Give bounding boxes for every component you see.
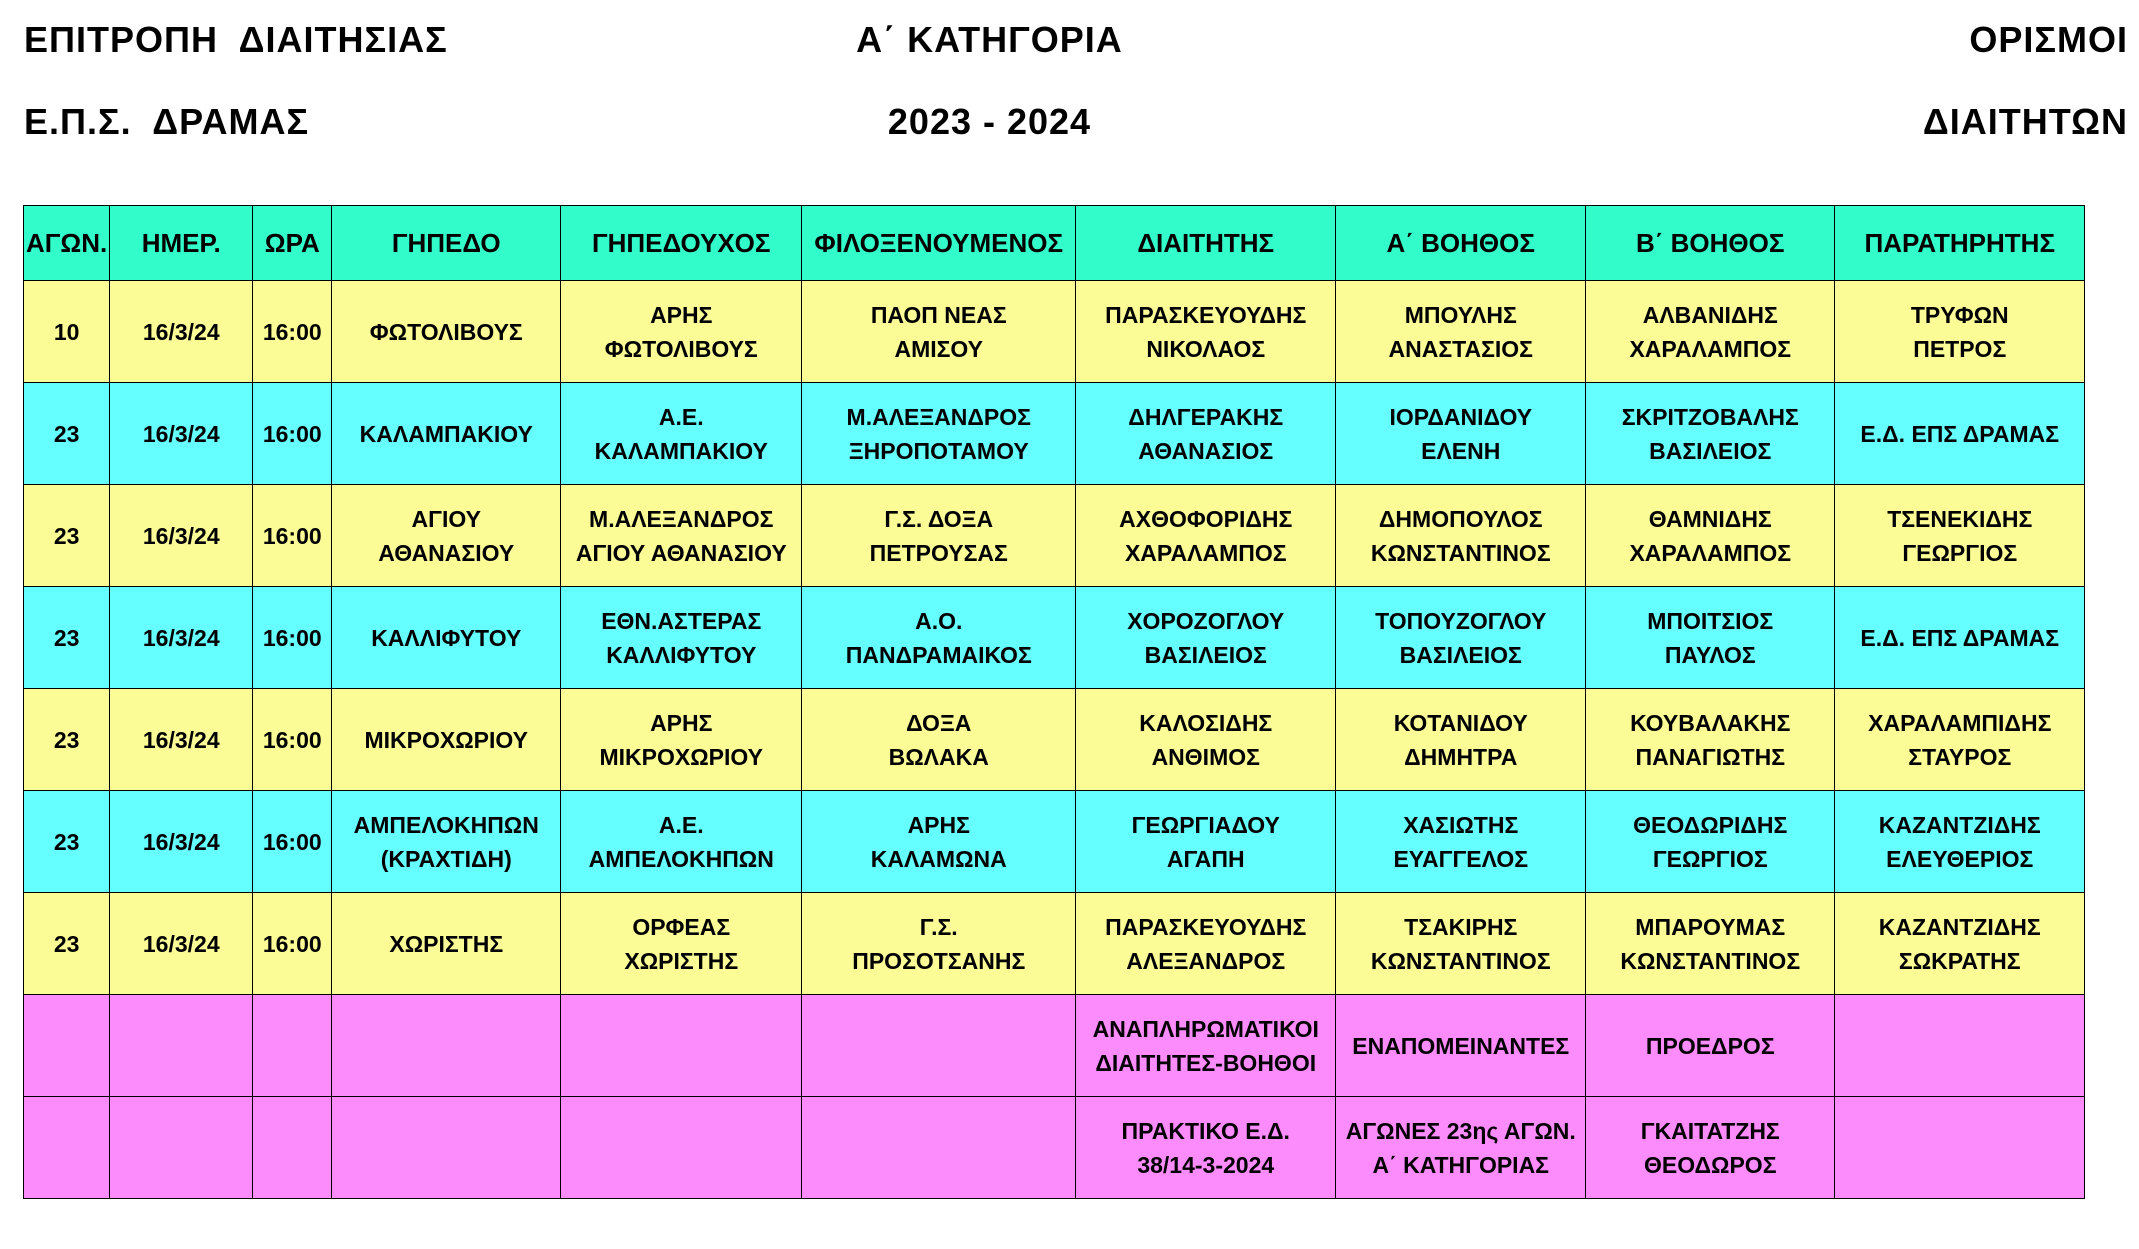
committee-title: ΕΠΙΤΡΟΠΗ ΔΙΑΙΤΗΣΙΑΣ — [24, 19, 448, 60]
cell-away-team: Α.Ο. ΠΑΝΔΡΑΜΑΙΚΟΣ — [802, 587, 1076, 689]
table-row — [24, 485, 2085, 587]
cell-observer — [1835, 1097, 2085, 1199]
cell-time: 16:00 — [253, 893, 332, 995]
cell-stadium: ΜΙΚΡΟΧΩΡΙΟΥ — [332, 689, 561, 791]
cell-match-day — [24, 1097, 110, 1199]
cell-stadium: ΑΓΙΟΥ ΑΘΑΝΑΣΙΟΥ — [332, 485, 561, 587]
column-header-observer: ΠΑΡΑΤΗΡΗΤΗΣ — [1835, 206, 2085, 281]
column-header-assistant-2: Β΄ ΒΟΗΘΟΣ — [1586, 206, 1835, 281]
cell-time: 16:00 — [253, 281, 332, 383]
cell-observer: Ε.Δ. ΕΠΣ ΔΡΑΜΑΣ — [1835, 587, 2085, 689]
cell-home-team: ΑΡΗΣ ΜΙΚΡΟΧΩΡΙΟΥ — [561, 689, 802, 791]
cell-match-day — [24, 995, 110, 1097]
cell-match-day: 23 — [24, 383, 110, 485]
cell-match-day: 23 — [24, 587, 110, 689]
document-title-line1: ΟΡΙΣΜΟΙ — [1969, 19, 2128, 60]
column-header-home-team: ΓΗΠΕΔΟΥΧΟΣ — [561, 206, 802, 281]
cell-referee: ΠΡΑΚΤΙΚΟ Ε.Δ. 38/14-3-2024 — [1076, 1097, 1336, 1199]
cell-time: 16:00 — [253, 791, 332, 893]
cell-away-team: Γ.Σ. ΠΡΟΣΟΤΣΑΝΗΣ — [802, 893, 1076, 995]
cell-match-day: 23 — [24, 791, 110, 893]
cell-date: 16/3/24 — [110, 791, 253, 893]
cell-away-team — [802, 995, 1076, 1097]
cell-date: 16/3/24 — [110, 485, 253, 587]
table-row — [24, 281, 2085, 383]
cell-stadium: ΚΑΛΑΜΠΑΚΙΟΥ — [332, 383, 561, 485]
cell-home-team: ΟΡΦΕΑΣ ΧΩΡΙΣΤΗΣ — [561, 893, 802, 995]
column-header-away-team: ΦΙΛΟΞΕΝΟΥΜΕΝΟΣ — [802, 206, 1076, 281]
cell-assistant-2: ΜΠΟΙΤΣΙΟΣ ΠΑΥΛΟΣ — [1586, 587, 1835, 689]
column-header-time: ΩΡΑ — [253, 206, 332, 281]
cell-away-team: ΔΟΞΑ ΒΩΛΑΚΑ — [802, 689, 1076, 791]
footer-row — [24, 995, 2085, 1097]
cell-home-team: ΑΡΗΣ ΦΩΤΟΛΙΒΟΥΣ — [561, 281, 802, 383]
cell-stadium: ΚΑΛΛΙΦΥΤΟΥ — [332, 587, 561, 689]
cell-assistant-2: ΘΕΟΔΩΡΙΔΗΣ ΓΕΩΡΓΙΟΣ — [1586, 791, 1835, 893]
column-header-referee: ΔΙΑΙΤΗΤΗΣ — [1076, 206, 1336, 281]
cell-stadium — [332, 995, 561, 1097]
table-row — [24, 689, 2085, 791]
cell-observer: ΧΑΡΑΛΑΜΠΙΔΗΣ ΣΤΑΥΡΟΣ — [1835, 689, 2085, 791]
column-header-stadium: ΓΗΠΕΔΟ — [332, 206, 561, 281]
cell-assistant-1: ΤΟΠΟΥΖΟΓΛΟΥ ΒΑΣΙΛΕΙΟΣ — [1336, 587, 1586, 689]
cell-assistant-2: ΑΛΒΑΝΙΔΗΣ ΧΑΡΑΛΑΜΠΟΣ — [1586, 281, 1835, 383]
cell-away-team: ΠΑΟΠ ΝΕΑΣ ΑΜΙΣΟΥ — [802, 281, 1076, 383]
cell-assistant-1: ΜΠΟΥΛΗΣ ΑΝΑΣΤΑΣΙΟΣ — [1336, 281, 1586, 383]
category-title: Α΄ ΚΑΤΗΓΟΡΙΑ — [856, 19, 1123, 60]
column-header-date: ΗΜΕΡ. — [110, 206, 253, 281]
cell-assistant-1: ΤΣΑΚΙΡΗΣ ΚΩΝΣΤΑΝΤΙΝΟΣ — [1336, 893, 1586, 995]
cell-date: 16/3/24 — [110, 281, 253, 383]
cell-home-team: Α.Ε. ΑΜΠΕΛΟΚΗΠΩΝ — [561, 791, 802, 893]
cell-home-team: ΕΘΝ.ΑΣΤΕΡΑΣ ΚΑΛΛΙΦΥΤΟΥ — [561, 587, 802, 689]
document-title-line2: ΔΙΑΙΤΗΤΩΝ — [1922, 101, 2128, 142]
cell-away-team — [802, 1097, 1076, 1199]
cell-date: 16/3/24 — [110, 587, 253, 689]
cell-referee: ΠΑΡΑΣΚΕΥΟΥΔΗΣ ΝΙΚΟΛΑΟΣ — [1076, 281, 1336, 383]
cell-stadium: ΦΩΤΟΛΙΒΟΥΣ — [332, 281, 561, 383]
cell-time — [253, 995, 332, 1097]
cell-stadium: ΧΩΡΙΣΤΗΣ — [332, 893, 561, 995]
cell-assistant-1: ΧΑΣΙΩΤΗΣ ΕΥΑΓΓΕΛΟΣ — [1336, 791, 1586, 893]
referee-assignments-table — [23, 205, 2085, 1199]
cell-home-team: Μ.ΑΛΕΞΑΝΔΡΟΣ ΑΓΙΟΥ ΑΘΑΝΑΣΙΟΥ — [561, 485, 802, 587]
cell-assistant-1: ΚΟΤΑΝΙΔΟΥ ΔΗΜΗΤΡΑ — [1336, 689, 1586, 791]
cell-time: 16:00 — [253, 383, 332, 485]
table-row — [24, 791, 2085, 893]
cell-away-team: Γ.Σ. ΔΟΞΑ ΠΕΤΡΟΥΣΑΣ — [802, 485, 1076, 587]
cell-date — [110, 1097, 253, 1199]
cell-observer: ΚΑΖΑΝΤΖΙΔΗΣ ΣΩΚΡΑΤΗΣ — [1835, 893, 2085, 995]
federation-name: Ε.Π.Σ. ΔΡΑΜΑΣ — [24, 101, 310, 142]
cell-assistant-2: ΠΡΟΕΔΡΟΣ — [1586, 995, 1835, 1097]
cell-referee: ΑΝΑΠΛΗΡΩΜΑΤΙΚΟΙ ΔΙΑΙΤΗΤΕΣ-ΒΟΗΘΟΙ — [1076, 995, 1336, 1097]
cell-referee: ΔΗΛΓΕΡΑΚΗΣ ΑΘΑΝΑΣΙΟΣ — [1076, 383, 1336, 485]
cell-stadium: ΑΜΠΕΛΟΚΗΠΩΝ (ΚΡΑΧΤΙΔΗ) — [332, 791, 561, 893]
cell-date — [110, 995, 253, 1097]
cell-date: 16/3/24 — [110, 689, 253, 791]
cell-assistant-2: ΜΠΑΡΟΥΜΑΣ ΚΩΝΣΤΑΝΤΙΝΟΣ — [1586, 893, 1835, 995]
cell-match-day: 23 — [24, 689, 110, 791]
footer-row — [24, 1097, 2085, 1199]
cell-assistant-1: ΙΟΡΔΑΝΙΔΟΥ ΕΛΕΝΗ — [1336, 383, 1586, 485]
table-row — [24, 383, 2085, 485]
cell-date: 16/3/24 — [110, 383, 253, 485]
cell-referee: ΚΑΛΟΣΙΔΗΣ ΑΝΘΙΜΟΣ — [1076, 689, 1336, 791]
cell-home-team: Α.Ε. ΚΑΛΑΜΠΑΚΙΟΥ — [561, 383, 802, 485]
cell-match-day: 10 — [24, 281, 110, 383]
cell-observer: ΤΣΕΝΕΚΙΔΗΣ ΓΕΩΡΓΙΟΣ — [1835, 485, 2085, 587]
cell-assistant-1: ΕΝΑΠΟΜΕΙΝΑΝΤΕΣ — [1336, 995, 1586, 1097]
header-row — [24, 206, 2085, 281]
cell-home-team — [561, 995, 802, 1097]
cell-assistant-2: ΘΑΜΝΙΔΗΣ ΧΑΡΑΛΑΜΠΟΣ — [1586, 485, 1835, 587]
cell-observer: ΤΡΥΦΩΝ ΠΕΤΡΟΣ — [1835, 281, 2085, 383]
season: 2023 - 2024 — [887, 101, 1092, 142]
cell-referee: ΠΑΡΑΣΚΕΥΟΥΔΗΣ ΑΛΕΞΑΝΔΡΟΣ — [1076, 893, 1336, 995]
cell-referee: ΓΕΩΡΓΙΑΔΟΥ ΑΓΑΠΗ — [1076, 791, 1336, 893]
cell-time: 16:00 — [253, 689, 332, 791]
cell-assistant-2: ΣΚΡΙΤΖΟΒΑΛΗΣ ΒΑΣΙΛΕΙΟΣ — [1586, 383, 1835, 485]
cell-observer — [1835, 995, 2085, 1097]
cell-assistant-1: ΔΗΜΟΠΟΥΛΟΣ ΚΩΝΣΤΑΝΤΙΝΟΣ — [1336, 485, 1586, 587]
cell-stadium — [332, 1097, 561, 1199]
cell-assistant-1: ΑΓΩΝΕΣ 23ης ΑΓΩΝ. Α΄ ΚΑΤΗΓΟΡΙΑΣ — [1336, 1097, 1586, 1199]
cell-assistant-2: ΚΟΥΒΑΛΑΚΗΣ ΠΑΝΑΓΙΩΤΗΣ — [1586, 689, 1835, 791]
cell-time — [253, 1097, 332, 1199]
column-header-assistant-1: Α΄ ΒΟΗΘΟΣ — [1336, 206, 1586, 281]
cell-referee: ΑΧΘΟΦΟΡΙΔΗΣ ΧΑΡΑΛΑΜΠΟΣ — [1076, 485, 1336, 587]
cell-time: 16:00 — [253, 587, 332, 689]
cell-date: 16/3/24 — [110, 893, 253, 995]
cell-referee: ΧΟΡΟΖΟΓΛΟΥ ΒΑΣΙΛΕΙΟΣ — [1076, 587, 1336, 689]
cell-match-day: 23 — [24, 485, 110, 587]
cell-assistant-2: ΓΚΑΙΤΑΤΖΗΣ ΘΕΟΔΩΡΟΣ — [1586, 1097, 1835, 1199]
column-header-match-day: ΑΓΩΝ. — [24, 206, 110, 281]
table-row — [24, 587, 2085, 689]
cell-observer: Ε.Δ. ΕΠΣ ΔΡΑΜΑΣ — [1835, 383, 2085, 485]
cell-match-day: 23 — [24, 893, 110, 995]
table-row — [24, 893, 2085, 995]
cell-time: 16:00 — [253, 485, 332, 587]
cell-observer: ΚΑΖΑΝΤΖΙΔΗΣ ΕΛΕΥΘΕΡΙΟΣ — [1835, 791, 2085, 893]
cell-away-team: Μ.ΑΛΕΞΑΝΔΡΟΣ ΞΗΡΟΠΟΤΑΜΟΥ — [802, 383, 1076, 485]
cell-away-team: ΑΡΗΣ ΚΑΛΑΜΩΝΑ — [802, 791, 1076, 893]
cell-home-team — [561, 1097, 802, 1199]
